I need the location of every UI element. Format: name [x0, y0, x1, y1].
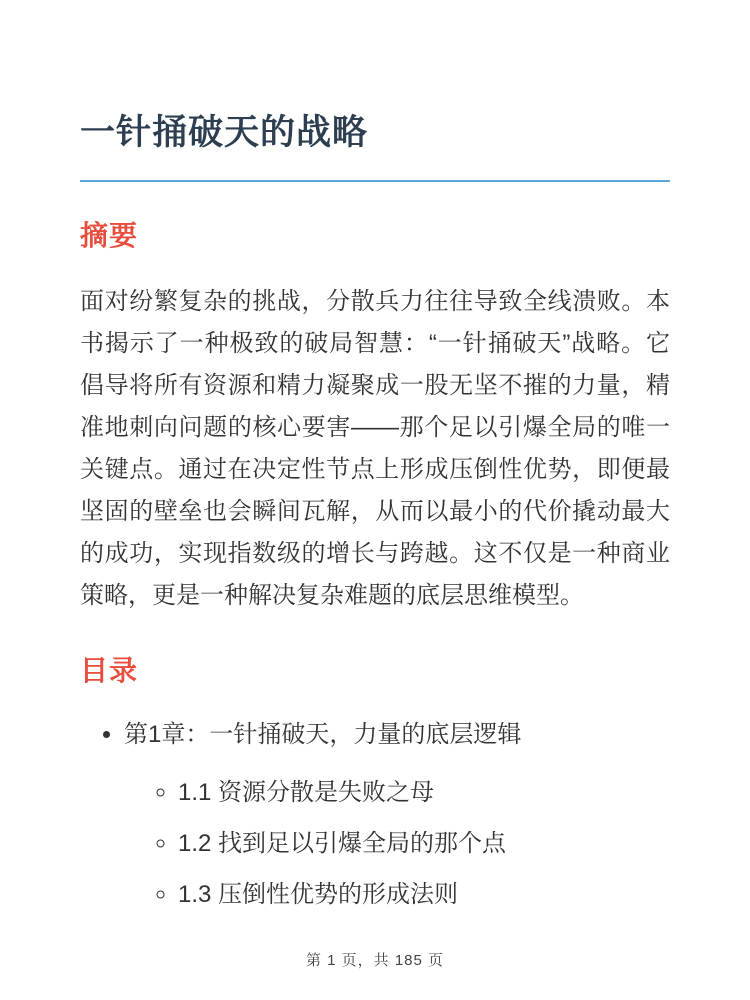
toc-heading: 目录 [80, 655, 139, 686]
toc-chapter-item [124, 717, 670, 913]
page-number-footer: 第 1 页，共 185 页 [305, 952, 445, 969]
toc-list [80, 717, 670, 913]
toc-section-item: ◦ 1.3 压倒性优势的形成法则 [178, 877, 670, 913]
abstract-paragraph: 面对纷繁复杂的挑战，分散兵力往往导致全线溃败。本书揭示了一种极致的破局智慧：“一针捅破天”战略。它倡导将所有资源和精力凝聚成一股无坚不摧的力量，精准地刺向问题的核心要害——那个足以引爆全局的唯一关键点。通过在决定性节点上形成压倒性优势，即便最坚固的壁垒也会瞬间瓦解，从而以最小的代价撬动最大的成功，实现指数级的增长与跨越。这不仅是一种商业策略，更是一种解决复杂难题的底层思维模型。 [80, 288, 670, 609]
toc-section-item: ◦ 1.2 找到足以引爆全局的那个点 [178, 826, 670, 862]
toc-section-item: ◦ 1.1 资源分散是失败之母 [178, 775, 670, 811]
page-title: 一针捅破天的战略 [80, 110, 670, 182]
toc-chapter-label: 第1章：一针捅破天，力量的底层逻辑 [124, 721, 522, 748]
toc-sub-list [124, 775, 670, 913]
abstract-heading: 摘要 [80, 220, 139, 251]
